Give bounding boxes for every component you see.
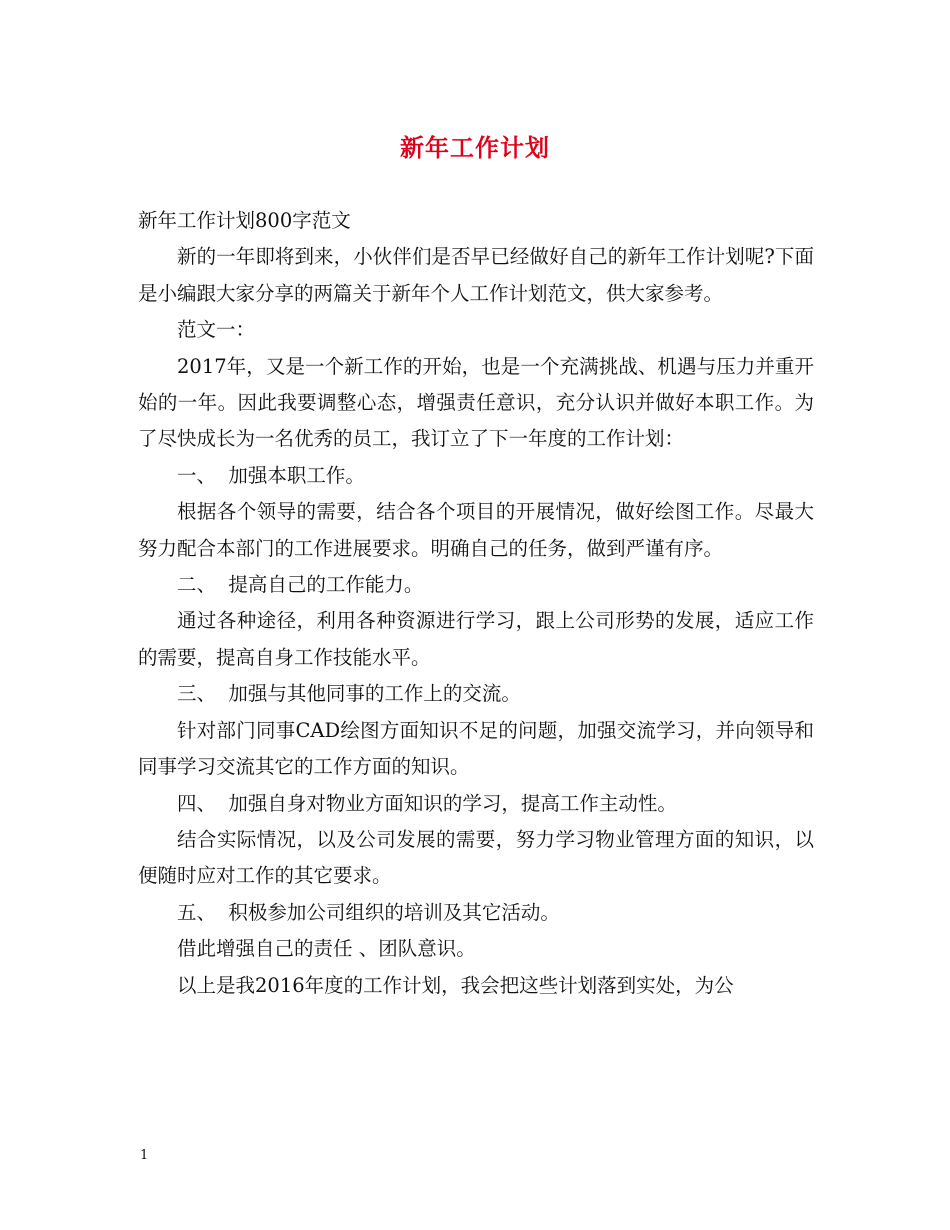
section-heading-5: 五、 积极参加公司组织的培训及其它活动。 [177, 900, 560, 924]
paragraph-sample-heading: 范文一： [177, 318, 256, 342]
page-number: 1 [140, 1148, 149, 1163]
paragraph-section-1: 根据各个领导的需要，结合各个项目的开展情况，做好绘图工作。尽最大努力配合本部门的工作进展要求。明确自己的任务，做到严谨有序。 [138, 500, 814, 560]
paragraph-section-2: 通过各种途径，利用各种资源进行学习，跟上公司形势的发展，适应工作的需要，提高自身工作技能水平。 [138, 609, 814, 669]
section-heading-3: 三、 加强与其他同事的工作上的交流。 [177, 682, 521, 706]
section-heading-4: 四、 加强自身对物业方面知识的学习，提高工作主动性。 [177, 791, 677, 815]
paragraph-intro: 新的一年即将到来，小伙伴们是否早已经做好自己的新年工作计划呢?下面是小编跟大家分享的两篇关于新年个人工作计划范文，供大家参考。 [138, 245, 814, 305]
document-body [138, 203, 814, 1004]
paragraph-section-5: 借此增强自己的责任 、团队意识。 [177, 937, 476, 961]
paragraph-conclusion: 以上是我2016年度的工作计划，我会把这些计划落到实处，为公 [177, 973, 734, 997]
document-title: 新年工作计划 [400, 133, 550, 162]
paragraph-section-4: 结合实际情况，以及公司发展的需要，努力学习物业管理方面的知识，以便随时应对工作的其它要求。 [138, 827, 814, 888]
paragraph-section-3: 针对部门同事CAD绘图方面知识不足的问题，加强交流学习，并向领导和同事学习交流其它的工作方面的知识。 [138, 718, 814, 779]
document-subtitle: 新年工作计划800字范文 [138, 209, 351, 232]
paragraph-overview: 2017年，又是一个新工作的开始，也是一个充满挑战、机遇与压力并重开始的一年。因此我要调整心态，增强责任意识，充分认识并做好本职工作。为了尽快成长为一名优秀的员工，我订立了下一年度的工作计划： [138, 354, 814, 451]
section-heading-1: 一、 加强本职工作。 [177, 463, 365, 487]
section-heading-2: 二、 提高自己的工作能力。 [177, 573, 424, 597]
